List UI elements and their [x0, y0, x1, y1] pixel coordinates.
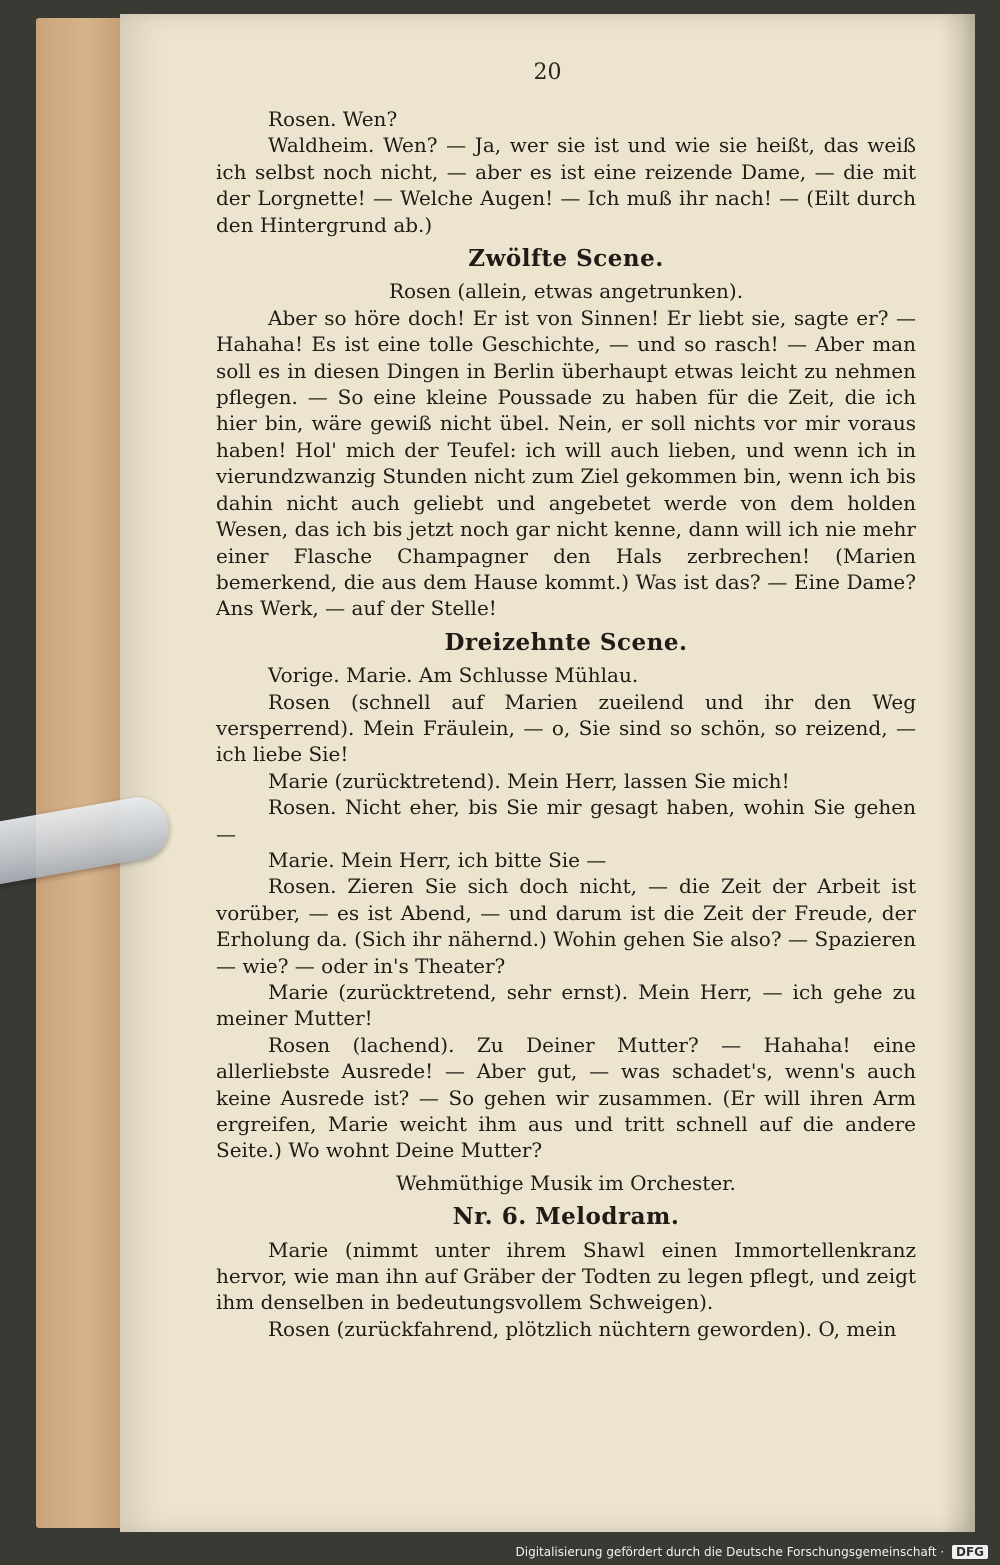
line-rosen-2: Rosen. Nicht eher, bis Sie mir gesagt haben, wohin Sie gehen —	[216, 795, 916, 846]
footer-text: Digitalisierung gefördert durch die Deutsche Forschungsgemeinschaft ·	[515, 1545, 945, 1559]
music-direction: Wehmüthige Musik im Orchester.	[396, 1170, 736, 1195]
line-marie-1: Marie (zurücktretend). Mein Herr, lassen Sie mich!	[268, 768, 790, 793]
line-waldheim: Waldheim. Wen? — Ja, wer sie ist und wie sie heißt, das weiß ich selbst noch nicht, — aber es ist eine reizende Dame, — die mit der Lorgnette! — Welche Augen! — Ich muß ihr nach! — (Eilt durch den Hintergrund ab.)	[216, 133, 916, 237]
line-marie-3: Marie (zurücktretend, sehr ernst). Mein Herr, — ich gehe zu meiner Mutter!	[216, 980, 916, 1031]
line-rosen-3: Rosen. Zieren Sie sich doch nicht, — die Zeit der Arbeit ist vorüber, — es ist Abend, — und darum ist die Zeit der Freude, der Erholung da. (Sich ihr nähernd.) Wohin gehen Sie also? — Spazieren — wie? — oder in's Theater?	[216, 874, 916, 978]
number-heading: Nr. 6. Melodram.	[452, 1203, 680, 1231]
cast-line: Vorige. Marie. Am Schlusse Mühlau.	[268, 663, 639, 688]
page-text	[216, 106, 916, 1342]
page-number: 20	[533, 60, 562, 85]
monologue-rosen: Aber so höre doch! Er ist von Sinnen! Er liebt sie, sagte er? — Hahaha! Es ist eine tolle Geschichte, — und so rasch! — Aber man soll es in diesen Dingen in Berlin überhaupt etwas leicht zu nehmen pflegen. — So eine kleine Poussade zu haben für die Zeit, die ich hier bin, wäre gewiß nicht übel. Nein, er soll nichts vor mir voraus haben! Hol' mich der Teufel: ich will auch lieben, und wenn ich in vierundzwanzig Stunden nicht zum Ziel gekommen bin, wenn ich bis dahin nicht auch geliebt und angebetet werde von dem holden Wesen, das ich bis jetzt noch gar nicht kenne, dann will ich nie mehr einer Flasche Champagner den Hals zerbrechen! (Marien bemerkend, die aus dem Hause kommt.) Was ist das? — Eine Dame? Ans Werk, — auf der Stelle!	[216, 305, 916, 621]
line-rosen-wen: Rosen. Wen?	[268, 107, 398, 131]
book-edge	[36, 18, 126, 1528]
scene-heading-12: Zwölfte Scene.	[468, 245, 664, 273]
dfg-logo: DFG	[952, 1545, 988, 1559]
book-page	[120, 14, 975, 1532]
stage-direction-rosen-allein: Rosen (allein, etwas angetrunken).	[388, 279, 744, 304]
page-gutter-shade	[941, 14, 975, 1532]
line-marie-2: Marie. Mein Herr, ich bitte Sie —	[268, 847, 607, 872]
line-rosen-1: Rosen (schnell auf Marien zueilend und ihr den Weg versperrend). Mein Fräulein, — o, Sie sind so schön, so reizend, — ich liebe Sie!	[216, 689, 916, 767]
line-marie-4: Marie (nimmt unter ihrem Shawl einen Immortellenkranz hervor, wie man ihn auf Gräber der Todten zu legen pflegt, und zeigt ihm denselben in bedeutungsvollem Schweigen).	[216, 1237, 916, 1315]
line-rosen-5: Rosen (zurückfahrend, plötzlich nüchtern geworden). O, mein	[268, 1316, 897, 1341]
scene-heading-13: Dreizehnte Scene.	[444, 628, 688, 656]
digitization-footer	[0, 1545, 1000, 1559]
line-rosen-4: Rosen (lachend). Zu Deiner Mutter? — Hahaha! eine allerliebste Ausrede! — Aber gut, — was schadet's, wenn's auch keine Ausrede ist? — So gehen wir zusammen. (Er will ihren Arm ergreifen, Marie weicht ihm aus und tritt schnell auf die andere Seite.) Wo wohnt Deine Mutter?	[216, 1032, 916, 1163]
